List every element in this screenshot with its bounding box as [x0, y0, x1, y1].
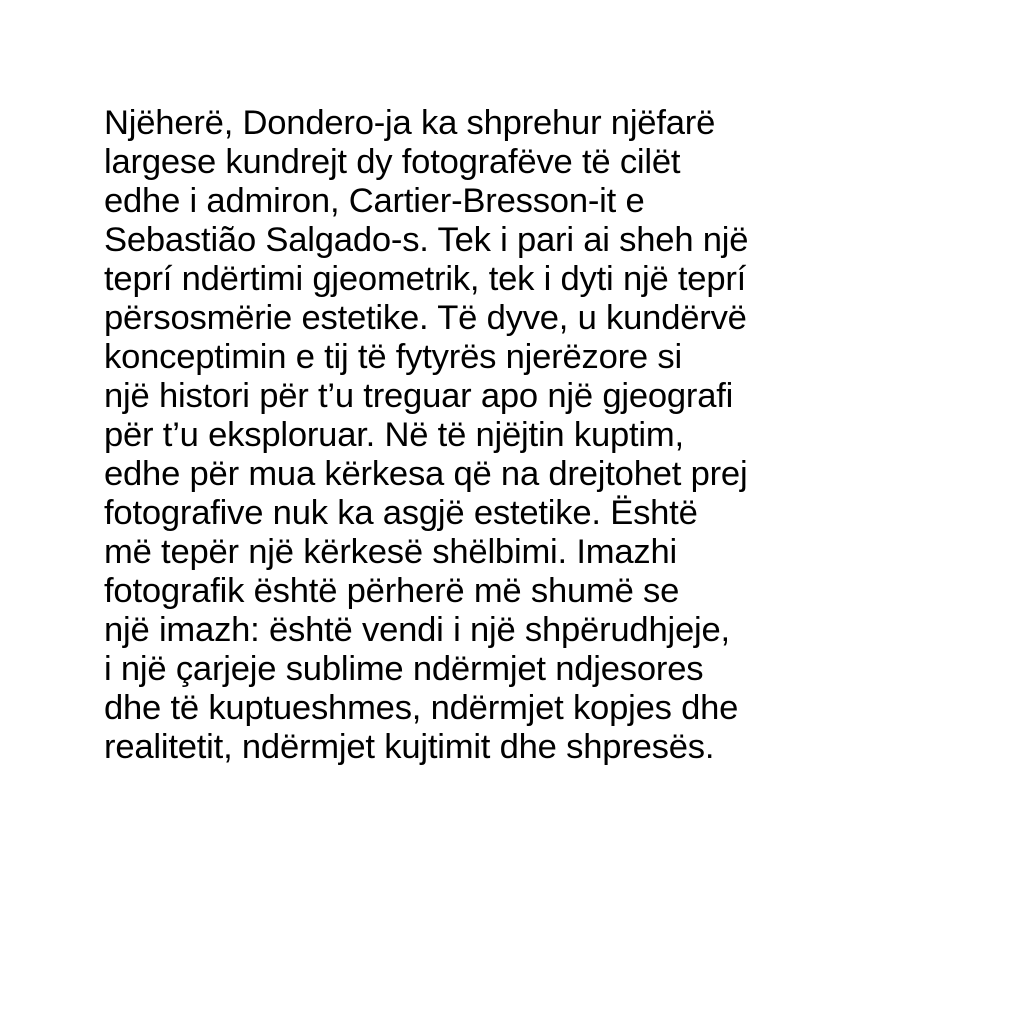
text-line: Njëherë, Dondero-ja ka shprehur njëfarë — [104, 104, 716, 142]
text-line: një imazh: është vendi i një shpërudhjeje, — [104, 611, 730, 649]
text-line: fotografive nuk ka asgjë estetike. Është — [104, 494, 698, 532]
text-line: konceptimin e tij të fytyrës njerëzore si — [104, 338, 682, 376]
text-line: edhe për mua kërkesa që na drejtohet prej — [104, 455, 748, 493]
text-line: për t’u eksploruar. Në të njëjtin kuptim, — [104, 416, 684, 454]
body-paragraph — [104, 104, 984, 767]
text-line: dhe të kuptueshmes, ndërmjet kopjes dhe — [104, 689, 739, 727]
text-line: një histori për t’u treguar apo një gjeografi — [104, 377, 734, 415]
text-line: fotografik është përherë më shumë se — [104, 572, 680, 610]
text-line: më tepër një kërkesë shëlbimi. Imazhi — [104, 533, 677, 571]
text-line: edhe i admiron, Cartier-Bresson-it e — [104, 182, 645, 220]
text-line: realitetit, ndërmjet kujtimit dhe shpresës. — [104, 728, 715, 766]
text-line: largese kundrejt dy fotografëve të cilët — [104, 143, 681, 181]
text-line: i një çarjeje sublime ndërmjet ndjesores — [104, 650, 704, 688]
text-line: Sebastião Salgado-s. Tek i pari ai sheh një — [104, 221, 749, 259]
text-line: teprí ndërtimi gjeometrik, tek i dyti një teprí — [104, 260, 747, 298]
text-line: përsosmërie estetike. Të dyve, u kundërvë — [104, 299, 747, 337]
